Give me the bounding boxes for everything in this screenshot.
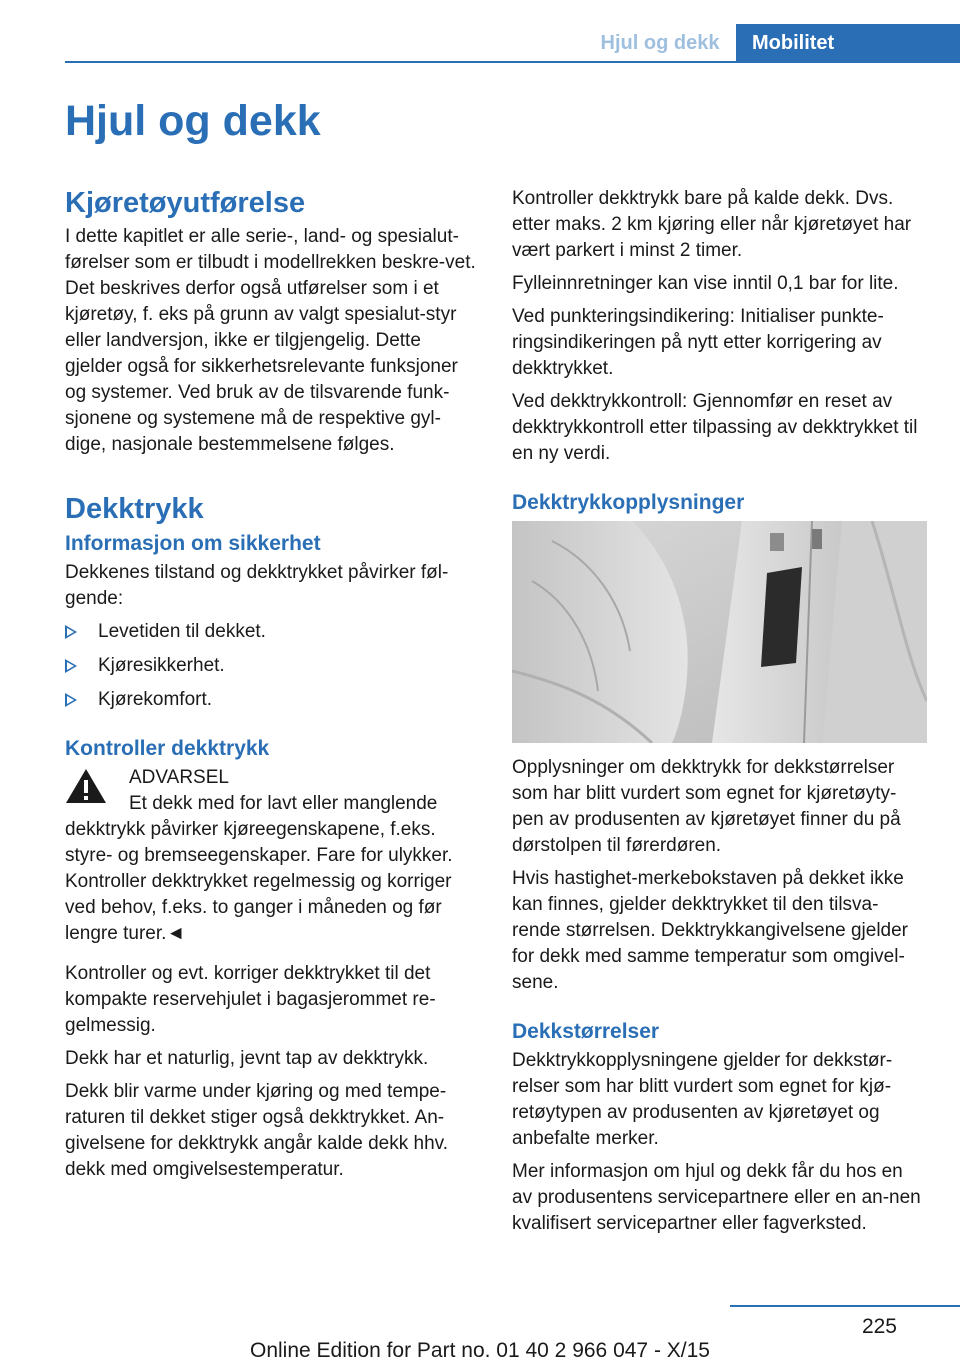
heading-informasjon-sikkerhet: Informasjon om sikkerhet <box>65 532 321 555</box>
heading-dekkstorrelser: Dekkstørrelser <box>512 1020 660 1043</box>
list-item: Kjørekomfort. <box>65 687 479 713</box>
header-tab-section[interactable]: Hjul og dekk <box>600 31 720 54</box>
warning-box <box>65 765 479 947</box>
heading-kontroller-dekktrykk: Kontroller dekktrykk <box>65 737 270 760</box>
triangle-bullet-icon <box>65 625 77 639</box>
bullet-list <box>65 619 479 713</box>
paragraph: Opplysninger om dekktrykk for dekkstørrelser som har blitt vurdert som egnet for kjøretøyty-pen av produsenten av kjøretøyet finner du på dørstolpen til førerdøren. <box>512 757 901 856</box>
heading-dekktrykkopplysninger: Dekktrykkopplysninger <box>512 491 745 514</box>
paragraph: Kontroller og evt. korriger dekktrykket til det kompakte reservehjulet i bagasjerommet re-gelmessig. <box>65 963 436 1036</box>
triangle-bullet-icon <box>65 659 77 673</box>
warning-label: ADVARSEL <box>129 767 229 788</box>
paragraph: Ved punkteringsindikering: Initialiser punkte-ringsindikeringen på nytt etter korrigering av dekktrykket. <box>512 306 884 379</box>
paragraph: Dekk har et naturlig, jevnt tap av dekktrykk. <box>65 1048 429 1069</box>
paragraph: Dekk blir varme under kjøring og med tempe-raturen til dekket stiger også dekktrykket. An-givelsene for dekktrykk angår kalde dekk hhv. dekk med omgivelsestemperatur. <box>65 1081 449 1180</box>
paragraph: Fylleinnretninger kan vise inntil 0,1 bar for lite. <box>512 273 899 294</box>
warning-triangle-icon <box>65 767 107 805</box>
header-tab-chapter[interactable]: Mobilitet <box>736 24 960 62</box>
paragraph-kjoretoyutforelse: I dette kapitlet er alle serie-, land- og spesialut-førelser som er tilbudt i modellrekken beskre-vet. Det beskrives derfor også utførelser som i et kjøretøy, f. eks på grunn av valgt spesialut-styr eller landversjon, ikke er tilgjengelig. Dette gjelder også for sikkerhetsrelevante funksjoner og systemer. Ved bruk av de tilsvarende funk-sjonene og systemene må de respektive gyl-dige, nasjonale bestemmelsene følges. <box>65 226 476 455</box>
list-item: Levetiden til dekket. <box>65 619 479 645</box>
paragraph: Kontroller dekktrykk bare på kalde dekk. Dvs. etter maks. 2 km kjøring eller når kjøretøyet har vært parkert i minst 2 timer. <box>512 188 912 261</box>
warning-text: dekktrykk påvirker kjøreegenskapene, f.eks. styre- og bremseegenskaper. Fare for ulykker. Kontroller dekktrykket regelmessig og korriger ved behov, f.eks. to ganger i måneden og før lengre turer.◄ <box>65 819 453 944</box>
footer-edition: Online Edition for Part no. 01 40 2 966 047 - X/15 <box>250 1339 710 1362</box>
door-pillar-sticker-image <box>512 521 927 743</box>
page-number: 225 <box>861 1315 897 1338</box>
paragraph: Ved dekktrykkontroll: Gjennomfør en reset av dekktrykkontroll etter tilpassing av dekktrykket til en ny verdi. <box>512 391 918 464</box>
heading-kjoretoyutforelse: Kjøretøyutførelse <box>65 187 306 219</box>
right-column <box>512 186 926 1244</box>
paragraph: Hvis hastighet-merkebokstaven på dekket ikke kan finnes, gjelder dekktrykket til den tilsva-rende størrelsen. Dekktrykkangivelsene gjelder for dekk med samme temperatur som omgivel-sene. <box>512 868 909 993</box>
paragraph-sikkerhet: Dekkenes tilstand og dekktrykket påvirker føl-gende: <box>65 562 449 609</box>
heading-dekktrykk: Dekktrykk <box>65 493 204 525</box>
triangle-bullet-icon <box>65 693 77 707</box>
left-column <box>65 186 479 1190</box>
header-divider <box>65 61 960 63</box>
paragraph: Mer informasjon om hjul og dekk får du hos en av produsentens servicepartnere eller en an-nen kvalifisert servicepartner eller fagverksted. <box>512 1161 921 1234</box>
warning-text-first: Et dekk med for lavt eller manglende <box>129 793 438 814</box>
list-item: Kjøresikkerhet. <box>65 653 479 679</box>
footer-divider <box>730 1305 960 1307</box>
page-title: Hjul og dekk <box>65 97 321 145</box>
paragraph: Dekktrykkopplysningene gjelder for dekkstør-relser som har blitt vurdert som egnet for kjø-retøytypen av produsenten av kjøretøyet og anbefalte merker. <box>512 1050 893 1149</box>
